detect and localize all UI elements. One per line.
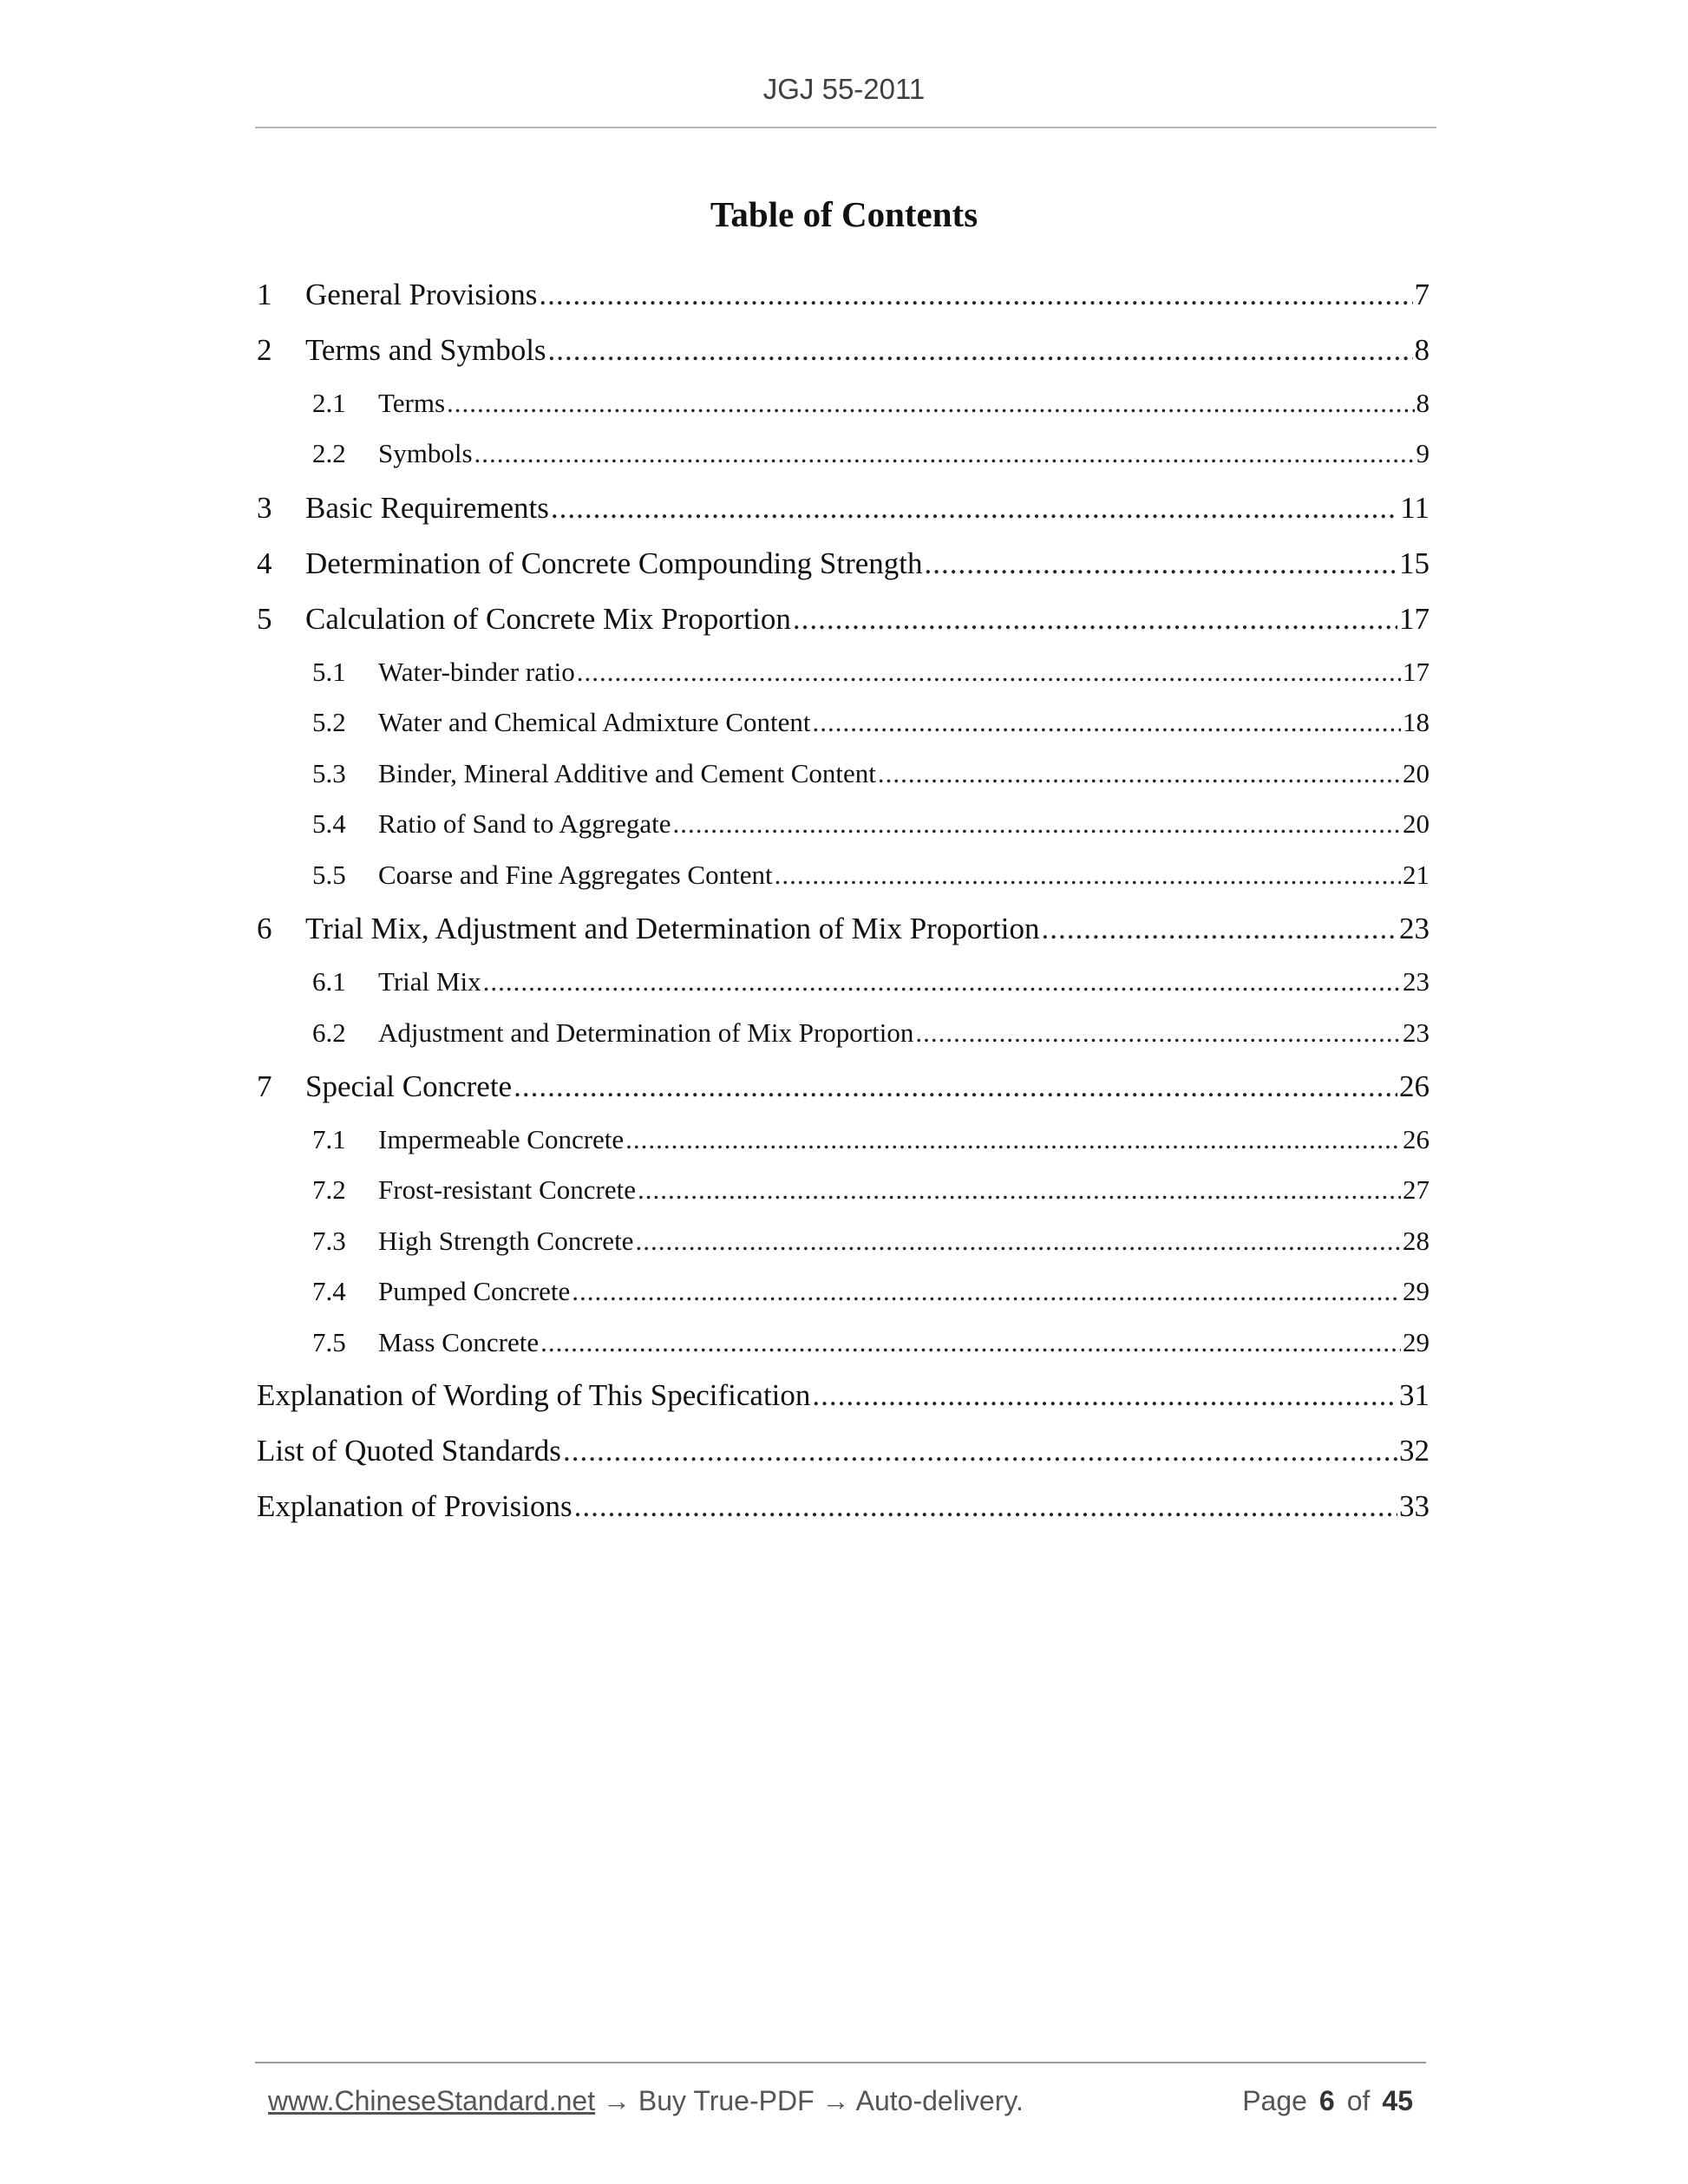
of-word: of — [1346, 2085, 1371, 2116]
toc-entry-number: 7.5 — [312, 1327, 346, 1357]
toc-entry-5[interactable] — [257, 602, 1430, 637]
toc-dot-leader — [474, 438, 1415, 469]
toc-entry-number: 2.2 — [312, 438, 346, 468]
toc-entry-page: 20 — [1403, 808, 1430, 839]
toc-entry-5-4[interactable] — [257, 808, 1430, 840]
toc-entry-page: 7 — [1414, 278, 1430, 311]
toc-entry-page: 26 — [1399, 1069, 1430, 1103]
toc-entry-label: Impermeable Concrete — [378, 1124, 625, 1154]
toc-dot-leader — [793, 602, 1397, 637]
toc-entry-label: Explanation of Provisions — [257, 1489, 572, 1523]
toc-dot-leader — [551, 491, 1398, 526]
toc-entry-5-3[interactable] — [257, 758, 1430, 789]
toc-entry-7-2[interactable] — [257, 1174, 1430, 1206]
toc-entry-explanation-of-provisions[interactable] — [257, 1489, 1430, 1524]
toc-entry-3[interactable] — [257, 491, 1430, 526]
toc-dot-leader — [483, 966, 1401, 997]
toc-entry-number: 5.5 — [312, 860, 346, 890]
toc-dot-leader — [539, 278, 1412, 312]
toc-entry-number: 7.4 — [312, 1276, 346, 1306]
toc-entry-number: 7 — [257, 1069, 272, 1103]
toc-entry-label: Frost-resistant Concrete — [378, 1174, 637, 1205]
toc-entry-label: General Provisions — [305, 278, 538, 311]
toc-entry-5-5[interactable] — [257, 860, 1430, 891]
toc-entry-label: Pumped Concrete — [378, 1276, 571, 1306]
toc-entry-label: Symbols — [378, 438, 473, 468]
toc-entry-label: Water-binder ratio — [378, 657, 575, 687]
toc-dot-leader — [915, 1017, 1401, 1049]
toc-entry-page: 8 — [1414, 333, 1430, 367]
toc-entry-explanation-of-wording[interactable] — [257, 1378, 1430, 1413]
toc-entry-4[interactable] — [257, 546, 1430, 581]
toc-dot-leader — [775, 860, 1401, 891]
toc-dot-leader — [673, 808, 1402, 840]
toc-entry-label: Water and Chemical Admixture Content — [378, 707, 811, 737]
toc-entry-label: List of Quoted Standards — [257, 1434, 561, 1468]
toc-entry-page: 29 — [1403, 1276, 1430, 1306]
toc-entry-number: 6.1 — [312, 966, 346, 997]
toc-entry-quoted-standards[interactable] — [257, 1434, 1430, 1468]
toc-entry-5-2[interactable] — [257, 707, 1430, 738]
toc-entry-number: 4 — [257, 546, 272, 580]
toc-entry-page: 23 — [1403, 966, 1430, 997]
toc-dot-leader — [812, 1378, 1397, 1413]
toc-dot-leader — [577, 657, 1401, 688]
toc-dot-leader — [625, 1124, 1401, 1155]
toc-entry-label: Terms and Symbols — [305, 333, 546, 367]
toc-dot-leader — [574, 1489, 1397, 1524]
toc-entry-page: 23 — [1403, 1017, 1430, 1048]
toc-entry-page: 8 — [1416, 388, 1430, 418]
toc-entry-page: 9 — [1416, 438, 1430, 468]
toc-entry-page: 29 — [1403, 1327, 1430, 1357]
toc-entry-number: 5 — [257, 602, 272, 636]
toc-entry-2[interactable] — [257, 333, 1430, 368]
toc-entry-6-2[interactable] — [257, 1017, 1430, 1049]
toc-entry-7-4[interactable] — [257, 1276, 1430, 1307]
toc-entry-label: Trial Mix, Adjustment and Determination of Mix Proportion — [305, 912, 1040, 945]
toc-entry-label: Trial Mix — [378, 966, 481, 997]
toc-dot-leader — [563, 1434, 1397, 1468]
toc-entry-number: 1 — [257, 278, 272, 311]
toc-entry-label: High Strength Concrete — [378, 1226, 634, 1256]
toc-entry-number: 5.4 — [312, 808, 346, 839]
toc-dot-leader — [878, 758, 1401, 789]
toc-title: Table of Contents — [710, 194, 978, 234]
toc-entry-label: Coarse and Fine Aggregates Content — [378, 860, 773, 890]
toc-dot-leader — [813, 707, 1401, 738]
toc-entry-label: Special Concrete — [305, 1069, 513, 1103]
toc-entry-page: 11 — [1400, 491, 1430, 525]
toc-dot-leader — [447, 388, 1414, 419]
toc-entry-number: 2.1 — [312, 388, 346, 418]
toc-entry-page: 33 — [1399, 1489, 1430, 1523]
toc-entry-number: 5.3 — [312, 758, 346, 788]
toc-entry-label: Terms — [378, 388, 446, 418]
toc-entry-number: 2 — [257, 333, 272, 367]
page-word: Page — [1242, 2085, 1307, 2116]
document-code: JGJ 55-2011 — [762, 73, 926, 105]
toc-entry-number: 5.2 — [312, 707, 346, 737]
toc-entry-7-5[interactable] — [257, 1327, 1430, 1358]
toc-entry-page: 26 — [1403, 1124, 1430, 1154]
toc-entry-2-2[interactable] — [257, 438, 1430, 469]
toc-dot-leader — [572, 1276, 1401, 1307]
toc-entry-page: 27 — [1403, 1174, 1430, 1205]
toc-dot-leader — [540, 1327, 1401, 1358]
toc-dot-leader — [1041, 912, 1397, 946]
footer-divider — [255, 2062, 1426, 2063]
toc-entry-number: 7.2 — [312, 1174, 346, 1205]
toc-entry-label: Adjustment and Determination of Mix Proportion — [378, 1017, 914, 1048]
toc-entry-page: 20 — [1403, 758, 1430, 788]
toc-entry-label: Basic Requirements — [305, 491, 549, 525]
toc-entry-page: 18 — [1403, 707, 1430, 737]
toc-entry-number: 5.1 — [312, 657, 346, 687]
toc-entry-number: 7.1 — [312, 1124, 346, 1154]
toc-entry-7[interactable] — [257, 1069, 1430, 1104]
toc-dot-leader — [635, 1226, 1401, 1257]
toc-entry-number: 6.2 — [312, 1017, 346, 1048]
current-page-number: 6 — [1318, 2085, 1335, 2116]
toc-entry-page: 28 — [1403, 1226, 1430, 1256]
toc-entry-7-1[interactable] — [257, 1124, 1430, 1155]
toc-dot-leader — [638, 1174, 1401, 1206]
toc-entry-page: 17 — [1403, 657, 1430, 687]
toc-entry-label: Binder, Mineral Additive and Cement Content — [378, 758, 876, 788]
toc-entry-label: Explanation of Wording of This Specification — [257, 1378, 811, 1412]
toc-entry-label: Ratio of Sand to Aggregate — [378, 808, 671, 839]
toc-entry-label: Mass Concrete — [378, 1327, 540, 1357]
footer-tagline: → Buy True-PDF → Auto-delivery. — [595, 2085, 1024, 2116]
toc-entry-page: 17 — [1399, 602, 1430, 636]
page-footer — [268, 2085, 1413, 2117]
toc-dot-leader — [514, 1069, 1397, 1104]
toc-entry-5-1[interactable] — [257, 657, 1430, 688]
toc-entry-number: 7.3 — [312, 1226, 346, 1256]
toc-entry-page: 15 — [1399, 546, 1430, 580]
toc-entry-page: 23 — [1399, 912, 1430, 945]
toc-entry-page: 32 — [1399, 1434, 1430, 1468]
toc-entry-6[interactable] — [257, 912, 1430, 946]
toc-entry-2-1[interactable] — [257, 388, 1430, 419]
toc-dot-leader — [925, 546, 1397, 581]
toc-entry-6-1[interactable] — [257, 966, 1430, 997]
toc-entry-number: 3 — [257, 491, 272, 525]
website-link[interactable]: www.ChineseStandard.net — [268, 2085, 596, 2116]
header-divider — [255, 127, 1436, 128]
toc-entry-1[interactable] — [257, 278, 1430, 312]
toc-entry-label: Determination of Concrete Compounding Strength — [305, 546, 923, 580]
toc-entry-label: Calculation of Concrete Mix Proportion — [305, 602, 791, 636]
toc-entry-number: 6 — [257, 912, 272, 945]
toc-entry-page: 21 — [1403, 860, 1430, 890]
toc-entry-7-3[interactable] — [257, 1226, 1430, 1257]
toc-dot-leader — [548, 333, 1413, 368]
total-page-count: 45 — [1382, 2085, 1413, 2116]
toc-entry-page: 31 — [1399, 1378, 1430, 1412]
